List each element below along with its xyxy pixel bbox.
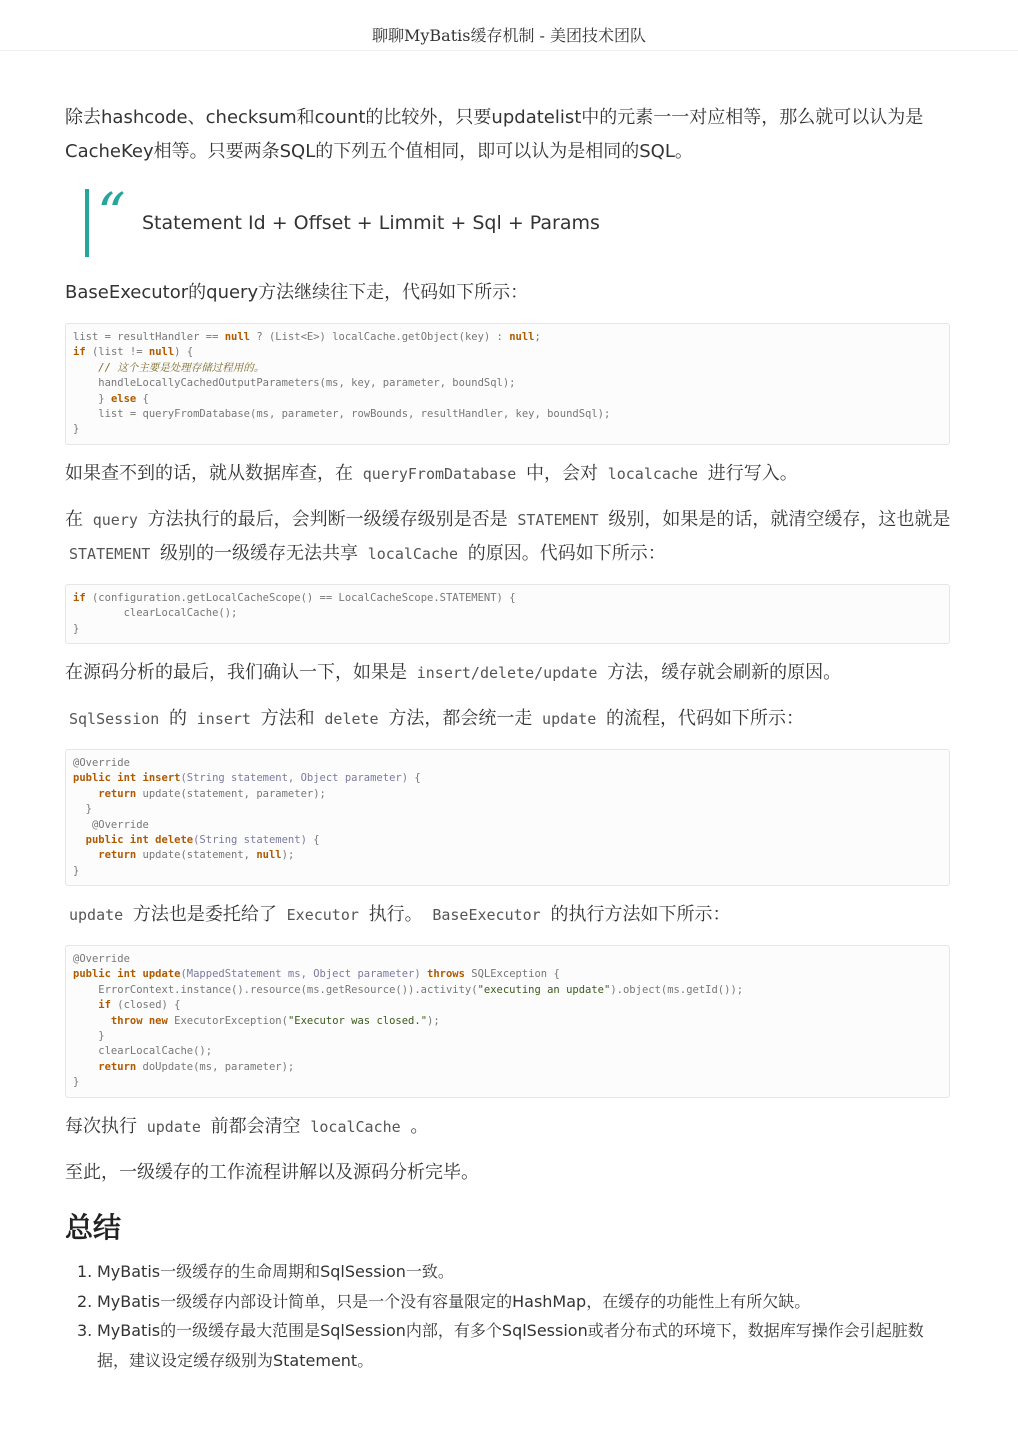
paragraph-sqlsession-update: SqlSession 的 insert 方法和 delete 方法，都会统一走 update 的流程，代码如下所示： (65, 702, 952, 736)
summary-item: 2. MyBatis一级缓存内部设计简单，只是一个没有容量限定的HashMap，在缓存的功能性上有所欠缺。 (77, 1291, 811, 1311)
code-line: public int update(MappedStatement ms, Object parameter) throws SQLException { (73, 968, 560, 981)
code-line: public int insert(String statement, Object parameter) { (73, 772, 421, 785)
code-line: list = queryFromDatabase(ms, parameter, rowBounds, resultHandler, key, boundSql); (73, 407, 611, 420)
code-comment: // 这个主要是处理存储过程用的。 (73, 361, 265, 374)
inline-code: SqlSession (69, 710, 160, 728)
inline-code: Executor (286, 906, 359, 924)
inline-code: localCache (310, 1118, 401, 1136)
paragraph-baseexecutor-query: BaseExecutor的query方法继续往下走，代码如下所示： (65, 282, 529, 303)
inline-code: STATEMENT (517, 511, 599, 529)
paragraph-statement-scope: 在 query 方法执行的最后，会判断一级缓存级别是否是 STATEMENT 级别，如果是的话，就清空缓存，这也就是 STATEMENT 级别的一级缓存无法共享 localCache 的原因。代码如下所示： (65, 509, 951, 564)
code-line: } (73, 423, 80, 436)
code-line: @Override (73, 818, 149, 831)
quote-text: Statement Id + Offset + Limmit + Sql + Params (142, 212, 600, 234)
inline-code: delete (324, 710, 379, 728)
paragraph-cachekey: 除去hashcode、checksum和count的比较外，只要updatelist中的元素一一对应相等，那么就可以认为是CacheKey相等。只要两条SQL的下列五个值相同，即可以认为是相同的SQL。 (65, 107, 924, 162)
code-line: return doUpdate(ms, parameter); (73, 1060, 295, 1073)
inline-code: update (542, 710, 597, 728)
code-line: @Override (73, 757, 130, 769)
code-line: } (73, 803, 92, 816)
paragraph-query-from-database: 如果查不到的话，就从数据库查，在 queryFromDatabase 中，会对 localcache 进行写入。 (65, 463, 798, 484)
inline-code: insert (196, 710, 251, 728)
quote-mark-icon: “ (97, 182, 126, 247)
summary-item: 1. MyBatis一级缓存的生命周期和SqlSession一致。 (77, 1262, 454, 1281)
inline-code: update (69, 906, 124, 924)
inline-code: localcache (607, 465, 699, 483)
code-line: list = resultHandler == null ? (List<E>) localCache.getObject(key) : null; (73, 331, 541, 343)
code-line: handleLocallyCachedOutputParameters(ms, key, parameter, boundSql); (73, 377, 516, 390)
inline-code: query (92, 511, 138, 529)
paragraph-update-delegation: update 方法也是委托给了 Executor 执行。 BaseExecutor 的执行方法如下所示： (65, 898, 952, 932)
code-line: } (73, 622, 80, 635)
code-line: if (closed) { (73, 999, 181, 1012)
summary-list (65, 1257, 952, 1375)
code-line: public int delete(String statement) { (73, 833, 320, 846)
code-line: @Override (73, 953, 130, 965)
inline-code: update (146, 1118, 201, 1136)
code-line: if (list != null) { (73, 346, 194, 359)
code-line: } (73, 1076, 80, 1089)
code-line: } (73, 864, 80, 877)
summary-item: 3. MyBatis的一级缓存最大范围是SqlSession内部，有多个SqlSession或者分布式的环境下，数据库写操作会引起脏数据，建议设定缓存级别为Statement。 (77, 1321, 924, 1370)
code-block-update (65, 945, 950, 1098)
code-line: if (configuration.getLocalCacheScope() == LocalCacheScope.STATEMENT) { (73, 592, 516, 604)
code-line: return update(statement, parameter); (73, 787, 326, 800)
summary-heading: 总结 (65, 1211, 122, 1244)
code-line: } else { (73, 392, 149, 405)
inline-code: queryFromDatabase (362, 465, 517, 483)
code-block-query (65, 323, 950, 445)
code-block-clear-cache (65, 584, 950, 644)
inline-code: insert/delete/update (416, 664, 598, 682)
code-line: ErrorContext.instance().resource(ms.getResource()).activity("executing an update").object(ms.getId()); (73, 983, 744, 996)
code-line: return update(statement, null); (73, 849, 295, 862)
blockquote (85, 182, 956, 257)
code-line: throw new ExecutorException("Executor was closed."); (73, 1014, 440, 1027)
page-header (0, 0, 1018, 51)
page-header-title: 聊聊MyBatis缓存机制 - 美团技术团队 (371, 26, 647, 45)
inline-code: STATEMENT (69, 545, 151, 563)
code-block-insert-delete (65, 749, 950, 886)
paragraph-conclusion: 至此，一级缓存的工作流程讲解以及源码分析完毕。 (65, 1162, 479, 1183)
inline-code: localCache (367, 545, 459, 563)
code-line: } (73, 1029, 105, 1042)
code-line: clearLocalCache(); (73, 1045, 213, 1058)
inline-code: BaseExecutor (432, 906, 541, 924)
code-line: clearLocalCache(); (73, 607, 238, 620)
paragraph-clear-before-update: 每次执行 update 前都会清空 localCache 。 (65, 1116, 429, 1137)
paragraph-refresh-reason: 在源码分析的最后，我们确认一下，如果是 insert/delete/update 方法，缓存就会刷新的原因。 (65, 662, 842, 683)
